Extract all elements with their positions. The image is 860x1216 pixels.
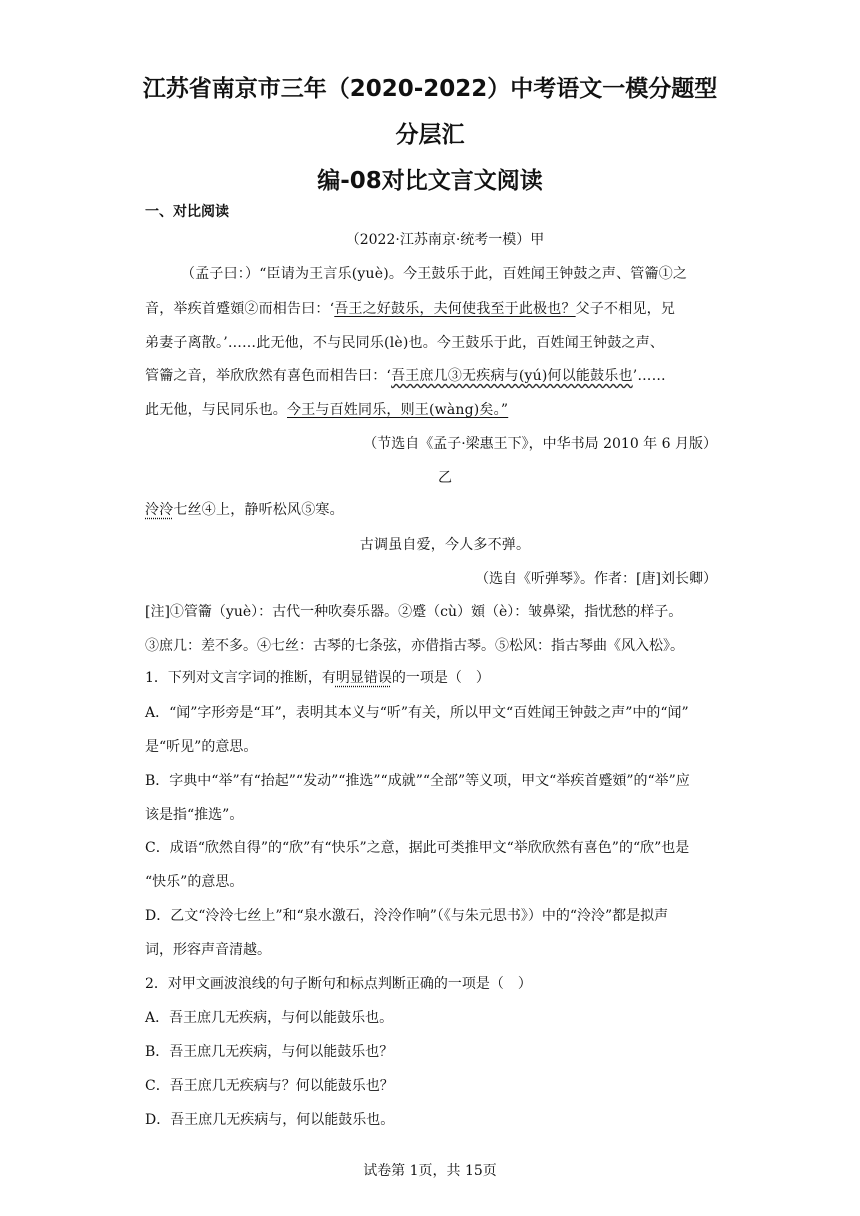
question-1-option-b-line-2: 该是指“推选”。 bbox=[145, 807, 244, 823]
dotted-word-lingling: 泠泠 bbox=[145, 502, 174, 518]
question-2-option-c: C．吾王庶几无疾病与？何以能鼓乐也？ bbox=[145, 1078, 394, 1094]
passage-jia-line-4a: 管籥之音，举欣欣然有喜色而相告曰：‘ bbox=[145, 368, 392, 384]
question-1-option-b-line-1: B．字典中“举”有“抬起”“发动”“推选”“成就”“全部”等义项，甲文“举疾首蹙頞”的“举”应 bbox=[145, 773, 690, 789]
passage-jia-line-4c: ’…… bbox=[632, 368, 666, 384]
passage-jia-line-2c: 父子不相见，兄 bbox=[575, 301, 676, 317]
notes-line-2: ③庶几：差不多。④七丝：古琴的七条弦，亦借指古琴。⑤松风：指古琴曲《风入松》。 bbox=[145, 638, 684, 654]
question-1-option-a-line-1: A．“闻”字形旁是“耳”，表明其本义与“听”有关，所以甲文“百姓闻王钟鼓之声”中的“闻” bbox=[145, 705, 689, 721]
passage-yi-label: 乙 bbox=[438, 470, 452, 486]
passage-jia-line-2a: 音，举疾首蹙頞②而相告曰：‘ bbox=[145, 301, 335, 317]
passage-jia-line-3: 弟妻子离散。’……此无他，不与民同乐(lè)也。今王鼓乐于此，百姓闻王钟鼓之声、 bbox=[145, 335, 665, 351]
question-2-option-d: D．吾王庶几无疾病与，何以能鼓乐也。 bbox=[145, 1112, 395, 1128]
question-1-option-c-line-1: C．成语“欣然自得”的“欣”有“快乐”之意，据此可类推甲文“举欣欣然有喜色”的“欣”也是 bbox=[145, 840, 690, 856]
page-footer: 试卷第 1页，共 15页 bbox=[363, 1163, 497, 1179]
passage-yi-line-2: 古调虽自爱，今人多不弹。 bbox=[359, 537, 531, 553]
emphasis-obvious-error: 明显错误 bbox=[335, 670, 392, 686]
question-1-stem-c: 的一项是（ ） bbox=[391, 670, 490, 686]
question-1-option-d-line-1: D．乙文“泠泠七丝上”和“泉水激石，泠泠作响”（《与朱元思书》）中的“泠泠”都是拟声 bbox=[145, 908, 669, 924]
passage-jia-line-2 bbox=[145, 299, 719, 319]
passage-yi-line-1 bbox=[145, 500, 719, 520]
question-2-option-a: A．吾王庶几无疾病，与何以能鼓乐也。 bbox=[145, 1010, 394, 1026]
notes-line-1: [注]①管籥（yuè）：古代一种吹奏乐器。②蹙（cù）頞（è）：皱鼻梁，指忧愁的样子。 bbox=[145, 604, 683, 620]
question-1-option-a-line-2: 是“听见”的意思。 bbox=[145, 739, 258, 755]
passage-jia-line-5a: 此无他，与民同乐也。 bbox=[145, 402, 287, 418]
passage-jia-line-5 bbox=[145, 400, 719, 420]
question-1-stem-a: 1．下列对文言字词的推断，有 bbox=[145, 670, 336, 686]
passage-yi-citation: （选自《听弹琴》。作者：[唐]刘长卿） bbox=[475, 571, 717, 587]
title-line-2: 编-08对比文言文阅读 bbox=[317, 168, 543, 194]
underlined-sentence-1: 吾王之好鼓乐，夫何使我至于此极也？ bbox=[334, 301, 576, 317]
document-title bbox=[140, 66, 720, 204]
title-line-1: 江苏省南京市三年（2020-2022）中考语文一模分题型分层汇 bbox=[142, 76, 718, 148]
passage-jia-citation: （节选自《孟子·梁惠王下》，中华书局 2010 年 6 月版） bbox=[363, 436, 717, 452]
passage-yi-line-1b: 七丝④上，静听松风⑤寒。 bbox=[173, 502, 344, 518]
passage-jia-line-4 bbox=[145, 366, 719, 386]
question-1-stem bbox=[145, 668, 719, 688]
passage-jia-source: （2022·江苏南京·统考一模）甲 bbox=[345, 232, 545, 248]
passage-jia-line-1: （孟子曰：）“臣请为王言乐(yuè)。今王鼓乐于此，百姓闻王钟鼓之声、管籥①之 bbox=[181, 266, 688, 282]
underlined-sentence-2: 今王与百姓同乐，则王(wàng)矣。” bbox=[287, 402, 509, 418]
section-heading: 一、对比阅读 bbox=[145, 204, 229, 220]
question-1-option-d-line-2: 词，形容声音清越。 bbox=[145, 942, 271, 958]
wavy-underlined-sentence: 吾王庶几③无疾病与(yú)何以能鼓乐也 bbox=[391, 368, 633, 384]
question-1-option-c-line-2: “快乐”的意思。 bbox=[145, 874, 244, 890]
question-2-stem: 2．对甲文画波浪线的句子断句和标点判断正确的一项是（ ） bbox=[145, 976, 532, 992]
question-2-option-b: B．吾王庶几无疾病，与何以能鼓乐也？ bbox=[145, 1044, 394, 1060]
